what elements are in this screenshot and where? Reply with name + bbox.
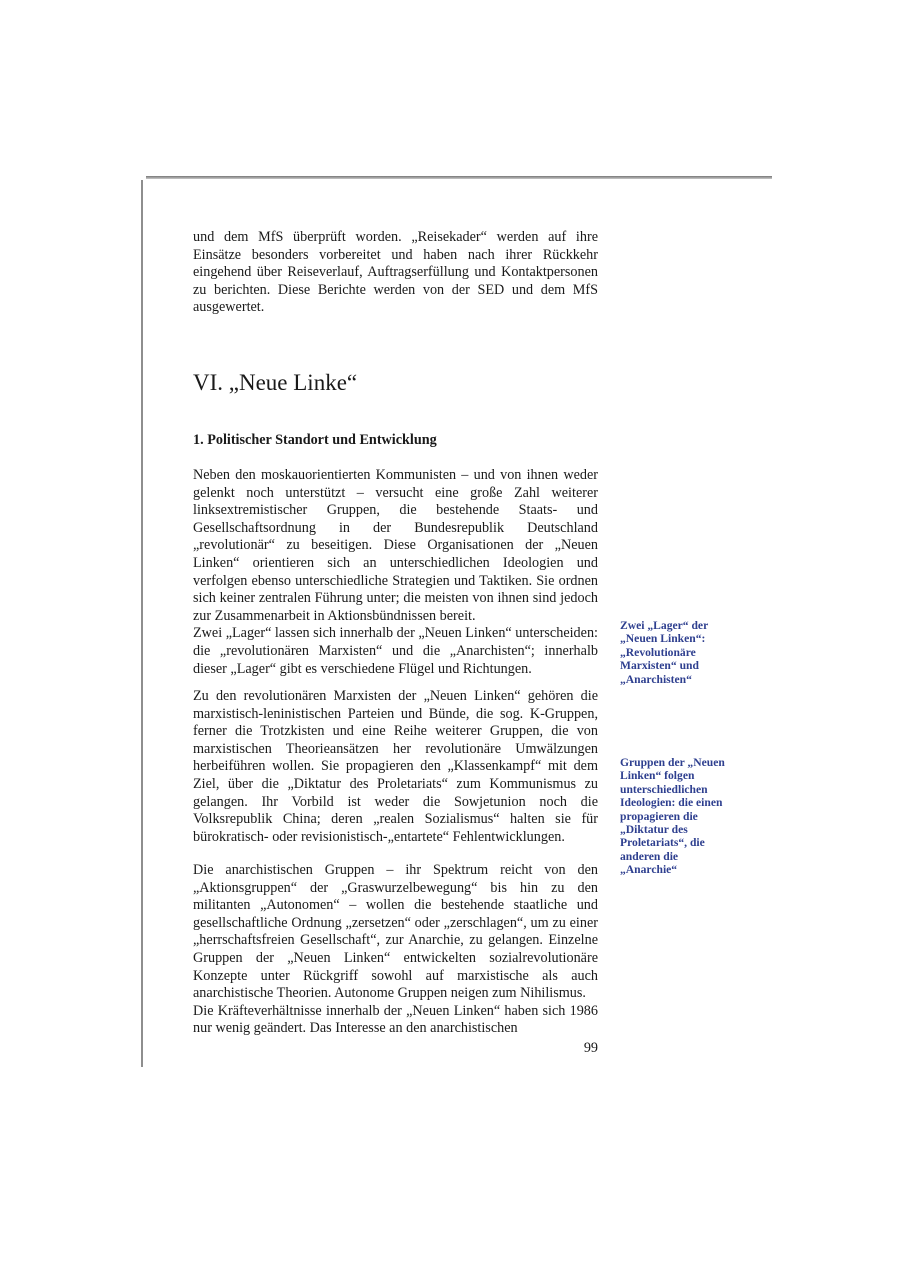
section-body-block-3 — [193, 862, 598, 1038]
margin-note-ideologien: Gruppen der „Neuen Linken“ folgen unterschiedlichen Ideologien: die einen propagieren die „Diktatur des Proletariats“, die anderen die „Anarchie“ — [620, 756, 725, 877]
section-body-block-1 — [193, 467, 598, 678]
margin-note-lager: Zwei „Lager“ der „Neuen Linken“: „Revolutionäre Marxisten“ und „Anarchisten“ — [620, 619, 709, 686]
paragraph-4: Die anarchistischen Gruppen – ihr Spektrum reicht von den „Aktionsgruppen“ der „Graswurzelbewegung“ bis hin zu den militanten „Autonomen“ – wollen die bestehende staatliche und gesellschaftliche Ordnung „zersetzen“ oder „zerschlagen“, um zu einer „herrschaftsfreien Gesellschaft“, zur Anarchie, zu gelangen. Einzelne Gruppen der „Neuen Linken“ entwickelten sozialrevolutionäre Konzepte unter Rückgriff sowohl auf marxistische als auch anarchistische Theorien. Autonome Gruppen neigen zum Nihilismus. — [193, 862, 598, 1002]
paragraph-5: Die Kräfteverhältnisse innerhalb der „Neuen Linken“ haben sich 1986 nur wenig geändert. Das Interesse an den anarchistischen — [193, 1002, 598, 1037]
intro-paragraph — [193, 229, 598, 317]
paragraph-2: Zwei „Lager“ lassen sich innerhalb der „Neuen Linken“ unterscheiden: die „revolutionären Marxisten“ und die „Anarchisten“; innerhalb dieser „Lager“ gibt es verschiedene Flügel und Richtungen. — [193, 625, 598, 677]
intro-paragraph-text: und dem MfS überprüft worden. „Reisekader“ werden auf ihre Einsätze besonders vorbereitet und haben nach ihrer Rückkehr eingehend über Reiseverlauf, Auftragserfüllung und Kontaktpersonen zu berichten. Diese Berichte werden von der SED und dem MfS ausgewertet. — [193, 229, 598, 316]
page-top-edge — [146, 176, 772, 179]
chapter-heading: VI. „Neue Linke“ — [193, 370, 358, 395]
page-number: 99 — [583, 1040, 598, 1056]
paragraph-1: Neben den moskauorientierten Kommunisten – und von ihnen weder gelenkt noch unterstützt – versucht eine große Zahl weiterer linksextremistischer Gruppen, die bestehende Staats- und Gesellschaftsordnung in der Bundesrepublik Deutschland „revolutionär“ zu beseitigen. Diese Organisationen der „Neuen Linken“ orientieren sich an unterschiedlichen Ideologien und verfolgen ebenso unterschiedliche Strategien und Taktiken. Sie ordnen sich keiner zentralen Führung unter; die meisten von ihnen sind jedoch zur Zusammenarbeit in Aktionsbündnissen bereit. — [193, 467, 598, 624]
section-heading: 1. Politischer Standort und Entwicklung — [193, 432, 437, 448]
paragraph-3: Zu den revolutionären Marxisten der „Neuen Linken“ gehören die marxistisch-leninistischen Parteien und Bünde, die sog. K-Gruppen, ferner die Trotzkisten und eine Reihe weiterer Gruppen, die von marxistischen Theorieansätzen her revolutionäre Umwälzungen herbeiführen wollen. Sie propagieren den „Klassenkampf“ mit dem Ziel, über die „Diktatur des Proletariats“ zum Kommunismus zu gelangen. Ihr Vorbild ist weder die Sowjetunion noch die Volksrepublik China; deren „realen Sozialismus“ halten sie für bürokratisch- oder revisionistisch-„entartete“ Fehlentwicklungen. — [193, 688, 598, 845]
page-left-edge — [141, 180, 143, 1067]
section-body-block-2 — [193, 688, 598, 846]
